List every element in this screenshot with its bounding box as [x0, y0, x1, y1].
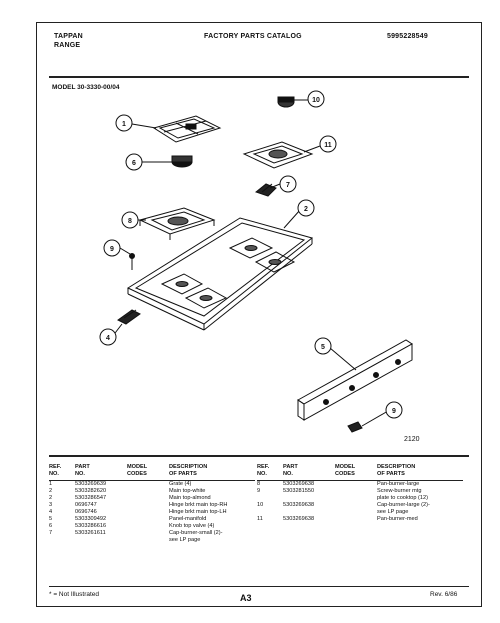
model-cell	[127, 495, 169, 502]
svg-text:10: 10	[312, 97, 320, 104]
parts-table-right	[257, 464, 463, 523]
callout-5	[315, 338, 331, 354]
part-cell: 0696747	[75, 502, 97, 508]
parts-table-right-body	[257, 481, 463, 524]
model-cell	[335, 509, 377, 516]
ref-cell: 5	[49, 516, 53, 522]
part-cell	[283, 509, 335, 516]
desc-cell: plate to cooktop (12)	[377, 495, 428, 501]
part-cell: 5303261611	[75, 530, 106, 536]
table-row	[49, 516, 255, 523]
ref-cell: 10	[257, 502, 264, 508]
callout-4	[100, 329, 116, 345]
model-number: MODEL 30-3330-00/04	[52, 84, 120, 91]
svg-text:2: 2	[304, 206, 308, 213]
model-cell	[335, 516, 377, 523]
svg-text:11: 11	[324, 142, 332, 149]
svg-text:1: 1	[122, 121, 126, 128]
not-illustrated-note: * = Not Illustrated	[49, 591, 100, 598]
diagram-code: 2120	[404, 436, 420, 443]
part-cell: 5303282620	[75, 488, 107, 494]
header-divider	[49, 76, 469, 78]
ref-cell: 3	[49, 502, 53, 508]
desc-header: DESCRIPTION OF PARTS	[377, 464, 463, 481]
product-type: RANGE	[54, 42, 81, 49]
callout-2	[298, 200, 314, 216]
desc-cell: Main top-almond	[169, 495, 211, 501]
callout-3	[280, 176, 296, 192]
callout-10	[308, 91, 324, 107]
callout-7	[126, 154, 142, 170]
exploded-parts-diagram	[36, 88, 482, 448]
desc-cell: Screw-burner mtg	[377, 488, 422, 494]
part-cell: 5303269638	[283, 516, 315, 522]
table-top-divider	[49, 455, 469, 457]
part-cell: 0696746	[75, 509, 97, 515]
revision-date: Rev. 6/86	[430, 591, 458, 598]
ref-cell: 8	[257, 481, 261, 487]
callout-layer	[36, 88, 482, 448]
desc-cell: see LP page	[169, 537, 201, 543]
model-cell	[127, 523, 169, 530]
catalog-number: 5995228549	[387, 33, 428, 40]
part-header: PART NO.	[75, 464, 127, 481]
part-cell: 5303269638	[283, 502, 315, 508]
svg-text:5: 5	[321, 344, 325, 351]
model-cell	[335, 502, 377, 509]
model-cell	[127, 481, 169, 489]
model-header: MODEL CODES	[127, 464, 169, 481]
brand-name: TAPPAN	[54, 33, 83, 40]
desc-cell: Hinge brkt main top-RH	[169, 502, 228, 508]
table-header-row	[49, 464, 255, 481]
model-cell	[127, 530, 169, 537]
part-cell	[283, 495, 335, 502]
part-cell: 5303269638	[283, 481, 315, 487]
model-cell	[335, 481, 377, 489]
part-cell: 5303269639	[75, 481, 107, 487]
table-row	[257, 509, 463, 516]
parts-table-left-body	[49, 481, 255, 545]
model-cell	[127, 502, 169, 509]
desc-cell: Panel-manifold	[169, 516, 207, 522]
callout-6	[386, 402, 402, 418]
ref-cell	[257, 509, 283, 516]
callout-1	[116, 115, 132, 131]
desc-cell: Pan-burner-large	[377, 481, 420, 487]
ref-cell	[257, 495, 283, 502]
model-cell	[127, 537, 169, 544]
desc-cell: Hinge brkt main top-LH	[169, 509, 227, 515]
desc-header: DESCRIPTION OF PARTS	[169, 464, 255, 481]
table-row	[49, 495, 255, 502]
parts-table-left	[49, 464, 255, 544]
table-row	[257, 488, 463, 495]
desc-cell: see LP page	[377, 509, 409, 515]
ref-cell: 7	[49, 530, 53, 536]
table-row	[49, 537, 255, 544]
ref-cell: 9	[257, 488, 261, 494]
part-cell: 5303286616	[75, 523, 107, 529]
table-row	[49, 523, 255, 530]
ref-cell: 6	[49, 523, 53, 529]
table-row	[49, 488, 255, 495]
ref-cell: 11	[257, 516, 263, 522]
callout-8	[122, 212, 138, 228]
ref-cell: 1	[49, 481, 53, 487]
table-row	[257, 516, 463, 523]
desc-cell: Grate (4)	[169, 481, 192, 487]
catalog-title: FACTORY PARTS CATALOG	[204, 33, 302, 40]
desc-cell: Main top-white	[169, 488, 206, 494]
desc-cell: Cap-burner-large (2)-	[377, 502, 430, 508]
footer-divider	[49, 586, 469, 587]
ref-header: REF. NO.	[257, 464, 283, 481]
desc-cell: Cap-burner-small (2)-	[169, 530, 223, 536]
ref-header: REF. NO.	[49, 464, 75, 481]
callout-9	[104, 240, 120, 256]
page-number: A3	[240, 593, 252, 603]
svg-text:9: 9	[392, 408, 396, 415]
table-row	[49, 481, 255, 489]
desc-cell: Knob top valve (4)	[169, 523, 215, 529]
table-row	[49, 509, 255, 516]
model-cell	[127, 488, 169, 495]
ref-cell: 2	[49, 495, 53, 501]
model-cell	[127, 516, 169, 523]
table-row	[49, 502, 255, 509]
model-header: MODEL CODES	[335, 464, 377, 481]
svg-text:6: 6	[132, 160, 136, 167]
callout-11	[320, 136, 336, 152]
table-header-row	[257, 464, 463, 481]
model-cell	[335, 488, 377, 495]
desc-cell: Pan-burner-med	[377, 516, 418, 522]
ref-cell: 2	[49, 488, 53, 494]
svg-text:7: 7	[286, 182, 290, 189]
svg-text:9: 9	[110, 246, 114, 253]
table-row	[49, 530, 255, 537]
ref-cell: 4	[49, 509, 53, 515]
part-cell: 5303309492	[75, 516, 107, 522]
table-row	[257, 481, 463, 489]
table-row	[257, 502, 463, 509]
part-cell: 5303286547	[75, 495, 107, 501]
model-cell	[127, 509, 169, 516]
svg-text:4: 4	[106, 335, 110, 342]
table-row	[257, 495, 463, 502]
part-header: PART NO.	[283, 464, 335, 481]
svg-text:8: 8	[128, 218, 132, 225]
part-cell	[75, 537, 127, 544]
ref-cell	[49, 537, 75, 544]
model-cell	[335, 495, 377, 502]
part-cell: 5303281550	[283, 488, 315, 494]
